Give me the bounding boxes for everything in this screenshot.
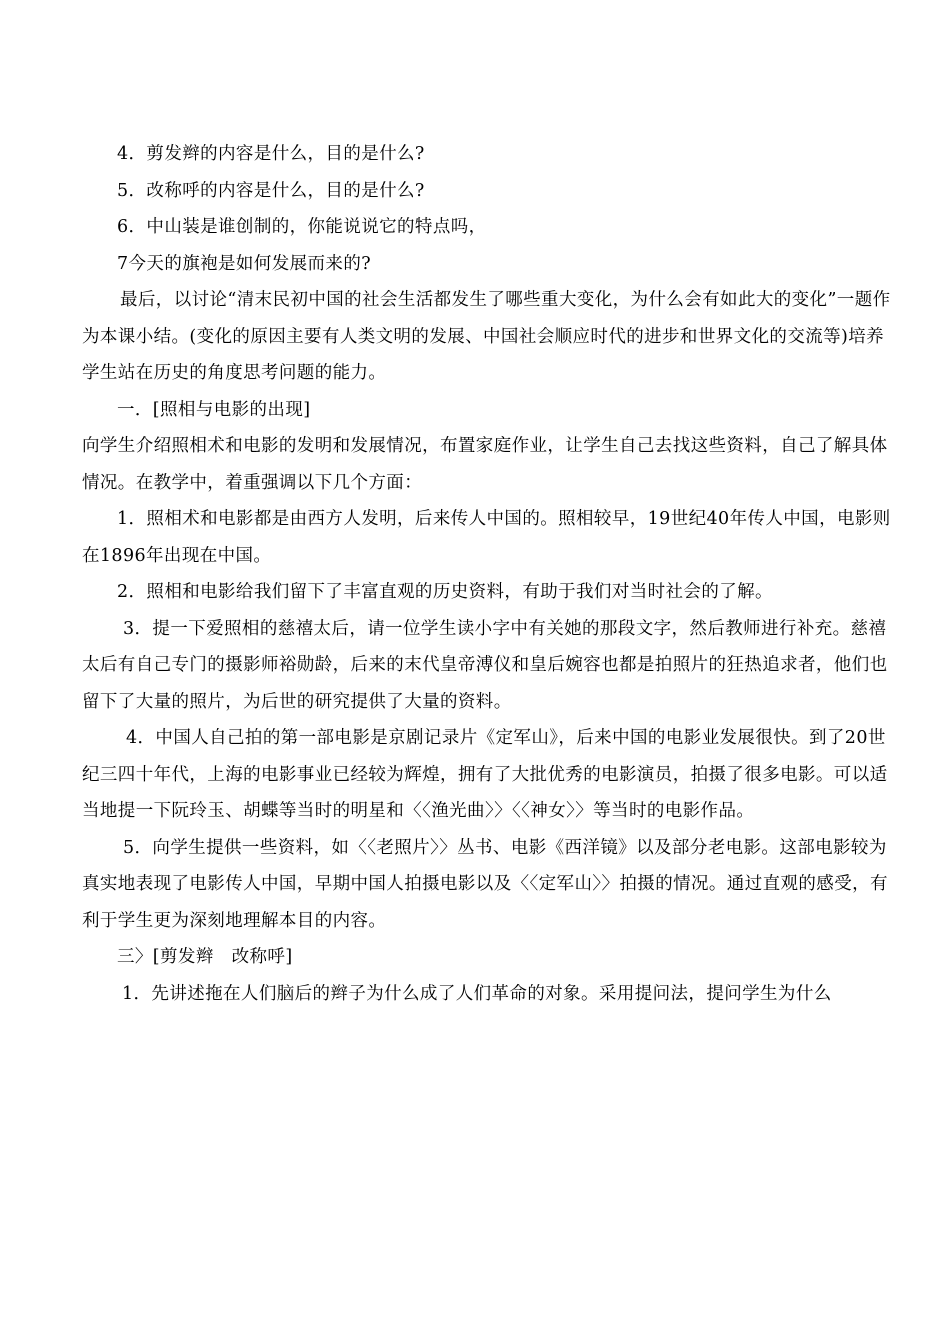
question-5: 5．改称呼的内容是什么，目的是什么? xyxy=(117,180,425,201)
queue-point-1: 1．先讲述拖在人们脑后的辫子为什么成了人们革命的对象。采用提问法，提问学生为什么 xyxy=(122,983,832,1004)
section-heading-photo-film: 一．[照相与电影的出现] xyxy=(117,399,311,420)
question-4: 4．剪发辫的内容是什么，目的是什么? xyxy=(117,144,425,164)
question-7: 7今天的旗袍是如何发展而来的? xyxy=(117,253,372,274)
question-6: 6．中山装是谁创制的，你能说说它的特点吗， xyxy=(117,217,487,237)
section-heading-queue-title: 三〉[剪发辫 改称呼] xyxy=(117,947,293,967)
point-5: 5．向学生提供一些资料，如〈〈老照片〉〉丛书、电影《西洋镜》以及部分老电影。这部电影较为真实地表现了电影传人中国，早期中国人拍摄电影以及〈〈定军山〉〉拍摄的情况。通过直观的感受，有利于学生更为深刻地理解本目的内容。 xyxy=(82,837,888,931)
intro-paragraph: 向学生介绍照相术和电影的发明和发展情况，布置家庭作业，让学生自己去找这些资料，自己了解具体情况。在教学中，着重强调以下几个方面： xyxy=(82,436,888,493)
point-1: 1．照相术和电影都是由西方人发明，后来传人中国的。照相较早，19世纪40年传人中国，电影则在1896年出现在中国。 xyxy=(82,509,891,566)
document-body xyxy=(82,136,900,1012)
summary-paragraph: 最后，以讨论“清末民初中国的社会生活都发生了哪些重大变化，为什么会有如此大的变化”一题作为本课小结。(变化的原因主要有人类文明的发展、中国社会顺应时代的进步和世界文化的交流等)培养学生站在历史的角度思考问题的能力。 xyxy=(82,290,891,383)
point-3: 3．提一下爱照相的慈禧太后，请一位学生读小字中有关她的那段文字，然后教师进行补充。慈禧太后有自己专门的摄影师裕勋龄，后来的末代皇帝溥仪和皇后婉容也都是拍照片的狂热追求者，他们也留下了大量的照片，为后世的研究提供了大量的资料。 xyxy=(82,618,888,712)
point-4: 4．中国人自己拍的第一部电影是京剧记录片《定军山》，后来中国的电影业发展很快。到了20世纪三四十年代，上海的电影事业已经较为辉煌，拥有了大批优秀的电影演员，拍摄了很多电影。可以适当地提一下阮玲玉、胡蝶等当时的明星和〈〈渔光曲〉〉〈〈神女〉〉等当时的电影作品。 xyxy=(82,728,888,821)
point-2: 2．照相和电影给我们留下了丰富直观的历史资料，有助于我们对当时社会的了解。 xyxy=(117,582,773,602)
